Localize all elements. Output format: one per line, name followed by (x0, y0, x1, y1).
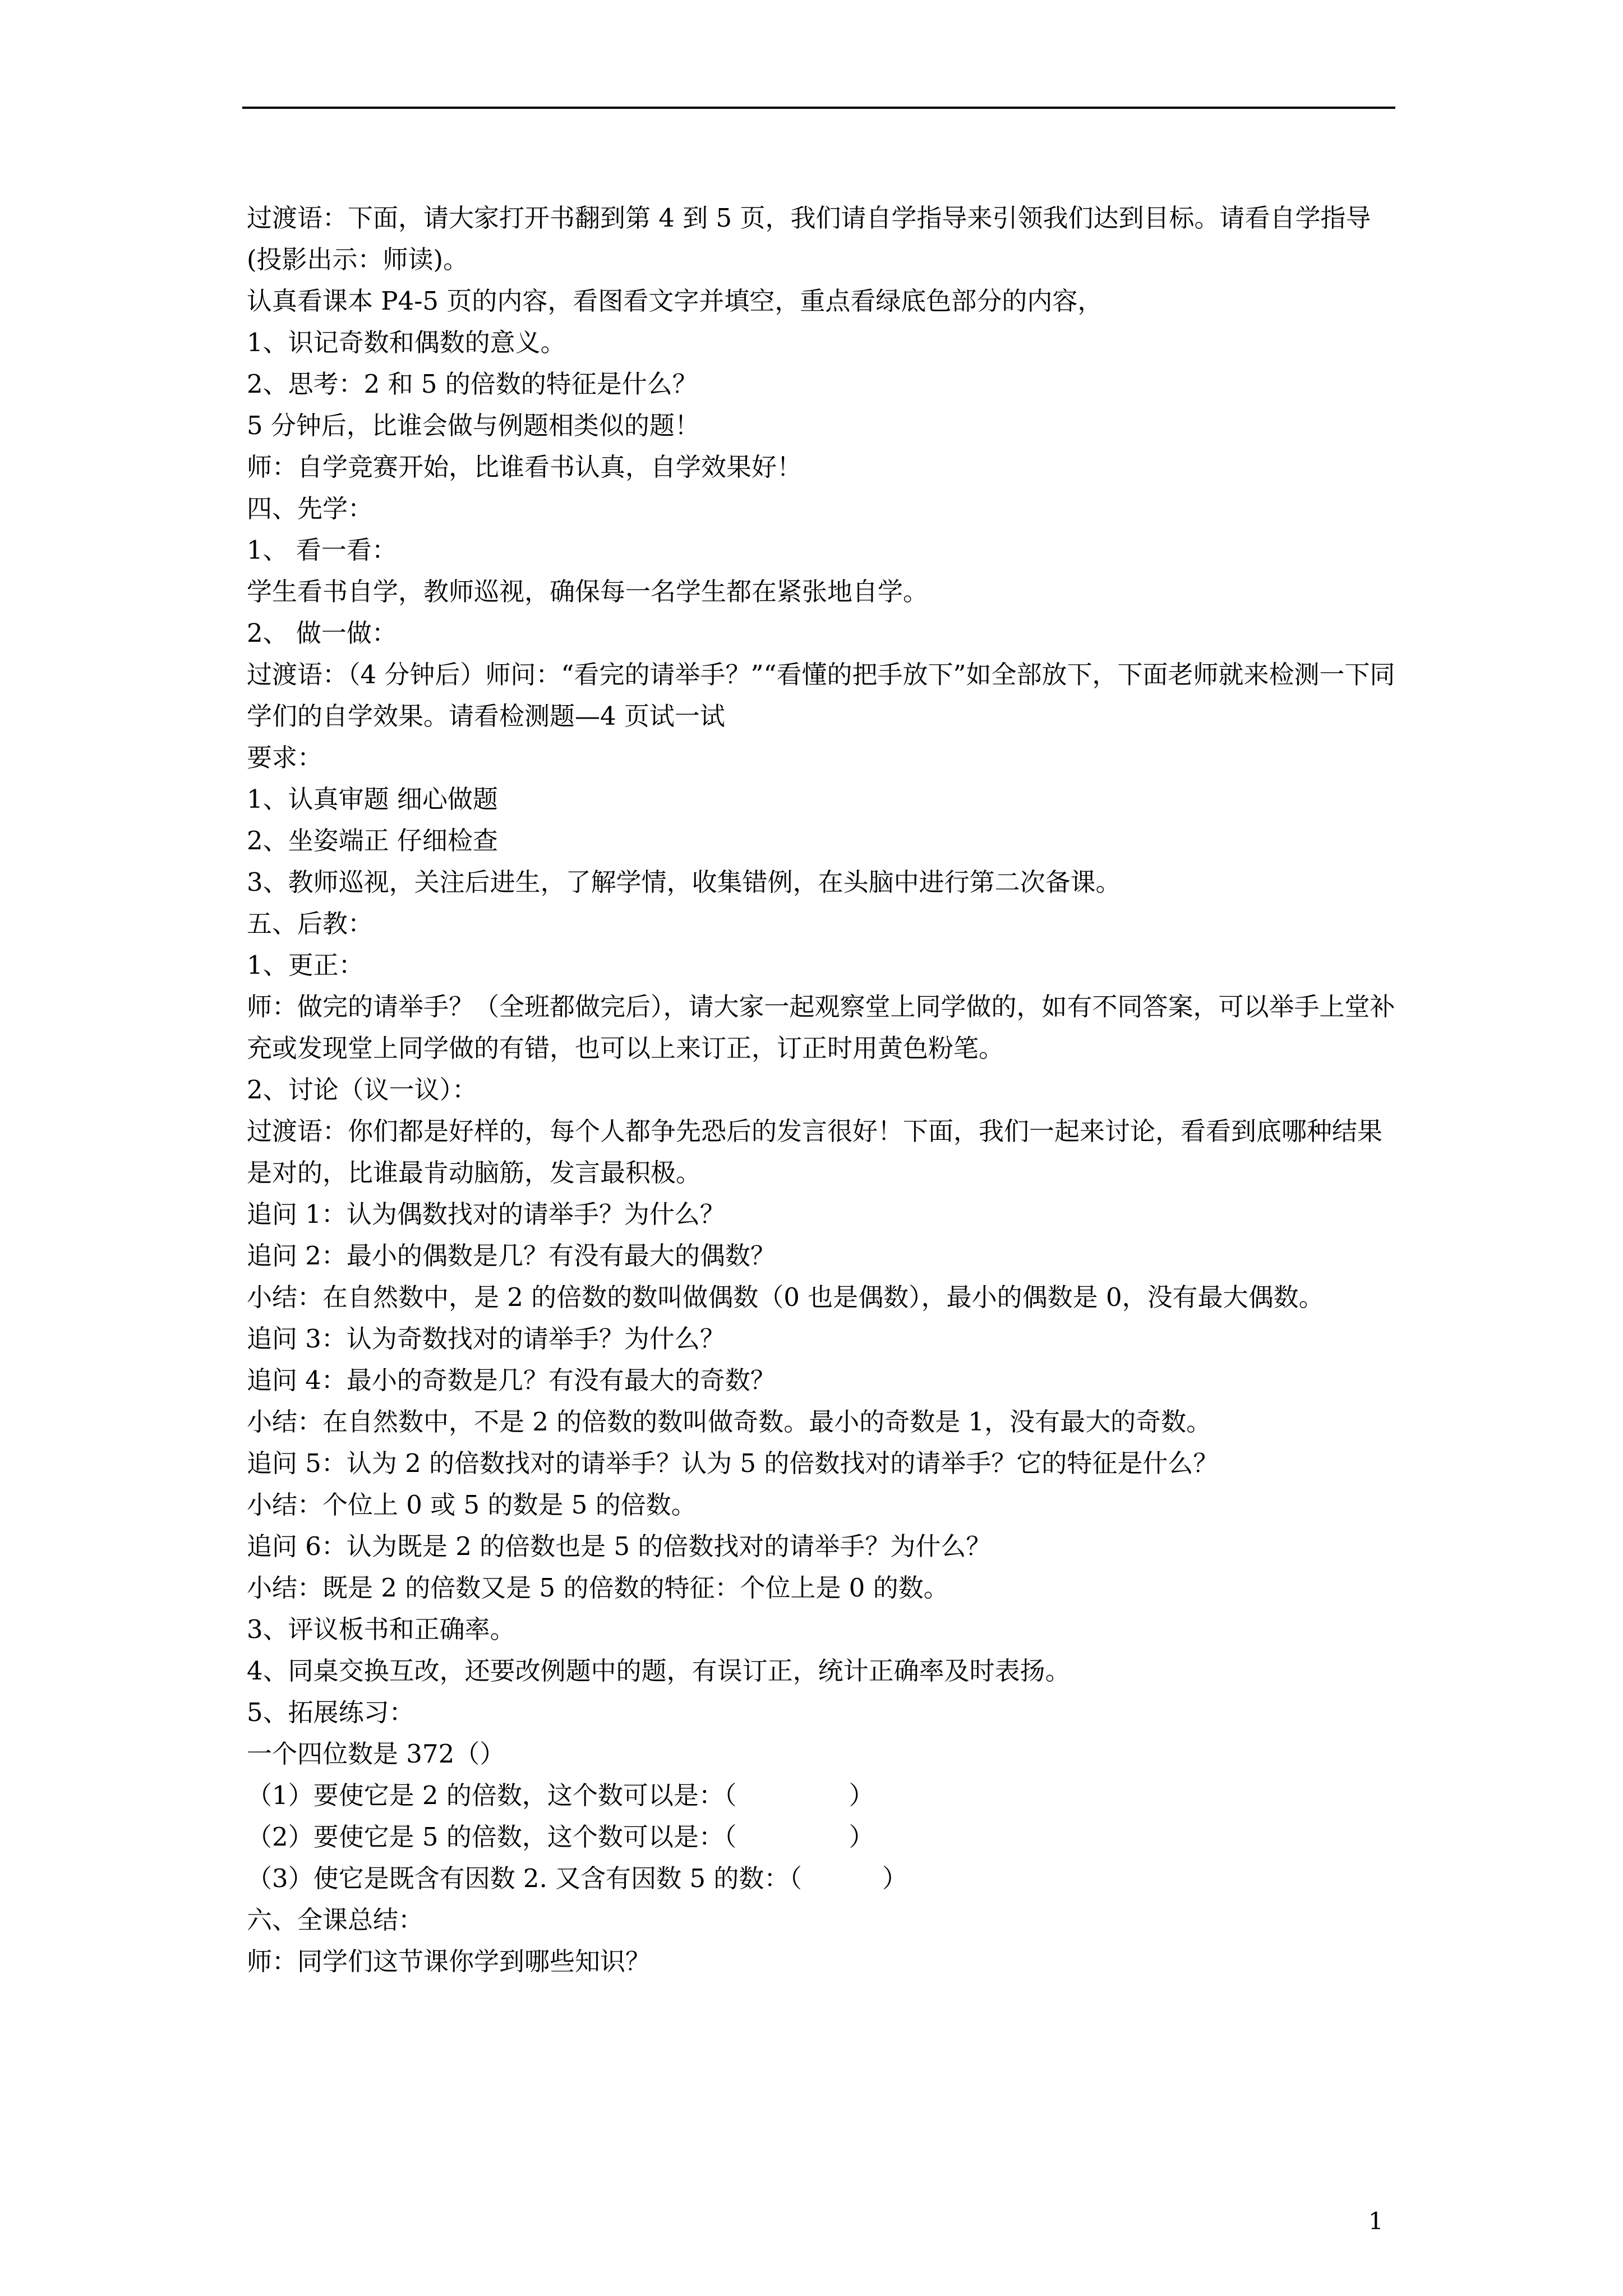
paragraph: 追问 5：认为 2 的倍数找对的请举手？认为 5 的倍数找对的请举手？它的特征是什么？ (247, 1448, 1219, 1478)
paragraph: 过渡语：下面，请大家打开书翻到第 4 到 5 页，我们请自学指导来引领我们达到目标。请看自学指导(投影出示：师读)。 (247, 203, 1371, 274)
document-body (247, 197, 1402, 1982)
paragraph: 师：做完的请举手？（全班都做完后），请大家一起观察堂上同学做的，如有不同答案，可以举手上堂补充或发现堂上同学做的有错，也可以上来订正，订正时用黄色粉笔。 (247, 992, 1395, 1063)
paragraph: 3、教师巡视，关注后进生，了解学情，收集错例，在头脑中进行第二次备课。 (247, 867, 1121, 897)
paragraph: 要求： (247, 743, 323, 772)
header-rule (242, 107, 1395, 109)
section-heading: 六、全课总结： (247, 1905, 424, 1935)
paragraph: 追问 1：认为偶数找对的请举手？为什么？ (247, 1199, 725, 1229)
paragraph: 4、同桌交换互改，还要改例题中的题，有误订正，统计正确率及时表扬。 (247, 1656, 1071, 1686)
paragraph: 追问 4：最小的奇数是几？有没有最大的奇数？ (247, 1365, 776, 1395)
paragraph: （3）使它是既含有因数 2. 又含有因数 5 的数：（ ） (247, 1864, 907, 1893)
paragraph: 追问 6：认为既是 2 的倍数也是 5 的倍数找对的请举手？为什么？ (247, 1531, 992, 1561)
paragraph: 认真看课本 P4-5 页的内容，看图看文字并填空，重点看绿底色部分的内容， (247, 286, 1103, 316)
paragraph: 学生看书自学，教师巡视，确保每一名学生都在紧张地自学。 (247, 577, 929, 606)
paragraph: 过渡语：你们都是好样的，每个人都争先恐后的发言很好！下面，我们一起来讨论，看看到底哪种结果是对的，比谁最肯动脑筋，发言最积极。 (247, 1116, 1383, 1188)
paragraph: 小结：在自然数中，是 2 的倍数的数叫做偶数（0 也是偶数），最小的偶数是 0，没有最大偶数。 (247, 1282, 1324, 1312)
paragraph: 小结：个位上 0 或 5 的数是 5 的倍数。 (247, 1490, 697, 1520)
section-heading: 四、先学： (247, 494, 374, 523)
paragraph: 5 分钟后，比谁会做与例题相类似的题！ (247, 411, 700, 440)
paragraph: 师：自学竞赛开始，比谁看书认真，自学效果好！ (247, 452, 803, 482)
paragraph: 2、坐姿端正 仔细检查 (247, 826, 498, 855)
paragraph: 3、评议板书和正确率。 (247, 1614, 515, 1644)
paragraph: 小结：既是 2 的倍数又是 5 的倍数的特征：个位上是 0 的数。 (247, 1573, 949, 1603)
paragraph: 1、更正： (247, 950, 364, 980)
paragraph: 2、思考：2 和 5 的倍数的特征是什么？ (247, 369, 698, 399)
paragraph: 1、认真审题 细心做题 (247, 784, 498, 814)
paragraph: 师：同学们这节课你学到哪些知识？ (247, 1947, 651, 1976)
paragraph: 1、识记奇数和偶数的意义。 (247, 328, 566, 357)
section-heading: 五、后教： (247, 909, 374, 938)
paragraph: 2、 做一做： (247, 618, 397, 648)
paragraph: 1、 看一看： (247, 535, 397, 565)
paragraph: 小结：在自然数中，不是 2 的倍数的数叫做奇数。最小的奇数是 1，没有最大的奇数。 (247, 1407, 1212, 1437)
paragraph: 5、拓展练习： (247, 1697, 414, 1727)
paragraph: 追问 2：最小的偶数是几？有没有最大的偶数？ (247, 1241, 776, 1271)
paragraph: 过渡语：（4 分钟后）师问：“看完的请举手？”“看懂的把手放下”如全部放下，下面老师就来检测一下同学们的自学效果。请看检测题—4 页试一试 (247, 660, 1395, 731)
paragraph: （2）要使它是 5 的倍数，这个数可以是：（ ） (247, 1822, 874, 1852)
paragraph: 一个四位数是 372（） (247, 1739, 505, 1769)
paragraph: （1）要使它是 2 的倍数，这个数可以是：（ ） (247, 1780, 874, 1810)
page-number: 1 (1368, 2207, 1384, 2235)
paragraph: 追问 3：认为奇数找对的请举手？为什么？ (247, 1324, 725, 1354)
paragraph: 2、讨论（议一议）： (247, 1075, 478, 1105)
